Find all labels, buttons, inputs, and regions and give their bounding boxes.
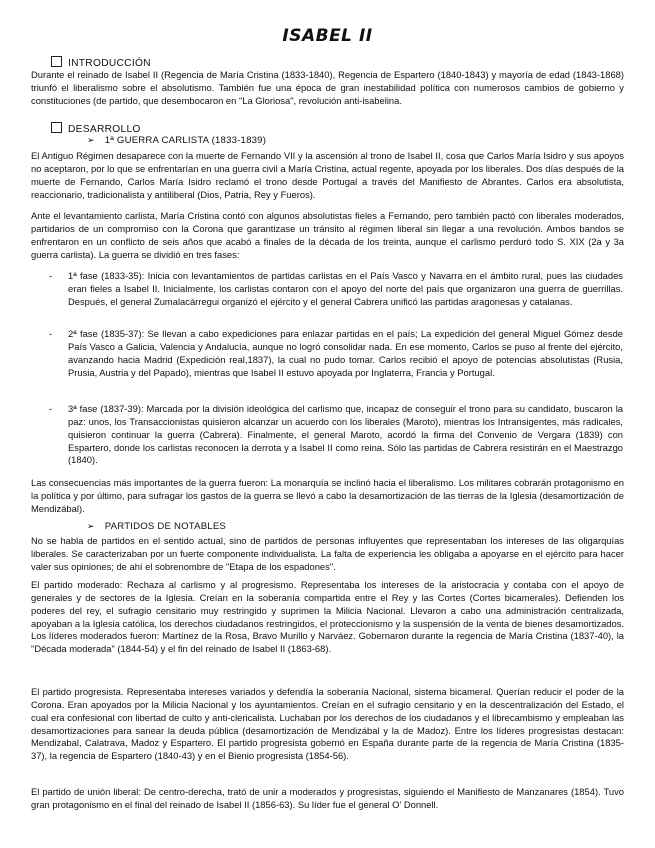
paragraph-partido-moderado: El partido moderado: Rechaza al carlismo y al progresismo. Representaba los intereses de la aristocracia y contaba con el apoyo de generales y de sectores de la Iglesia. Creían en la soberanía compartida entre el Rey y las Cortes (Cortes bicamerales). Defienden los poderes del rey, el sufragio censitario muy restringido y suprimen la Milicia Nacional. Llevaron a cabo una administración centralizada, apoyaban a la Iglesia católica, los derechos ciudadanos restringidos, el proteccionismo y la suspensión de la venta de bienes desamortizados. Los líderes moderados fueron: Martínez de la Rosa, Bravo Murillo y Narváez. Gobernaron durante la regencia de María Cristina (1837-40), la "Década moderada" (1844-54) y el fin del reinado de Isabel II (1863-68). bbox=[31, 579, 624, 655]
checkbox-icon[interactable] bbox=[51, 56, 62, 67]
paragraph-carlista-2: Ante el levantamiento carlista, María Cristina contó con algunos absolutistas fieles a Fernando, pero también pactó con liberales moderados, partidarios de un compromiso con la Corona que garantizase un tránsito al régimen liberal sin llegar a una revolución. Ambos bandos se enfrentaron en un conflicto de seis años que acabó a finales de la década de los treinta, aunque el carlismo perduró todo S. XIX (2a y 3a guerra carlista). La guerra se dividió en tres fases: bbox=[31, 210, 624, 260]
section-heading: INTRODUCCIÓN bbox=[68, 58, 151, 69]
paragraph-partido-progresista: El partido progresista. Representaba intereses variados y defendía la soberanía Nacional, sistema bicameral. Querían reducir el poder de la Corona. Eran apoyados por la Milicia Nacional y los ayuntamientos. Creían en el sufragio censitario y en la descentralización del Estado, el cual era confesional con libertad de culto y anti-clericalista. Luchaban por los derechos de los ciudadanos y el librecambismo y empleaban las desamortizaciones para sanear la deuda pública (desamortización de Mendizábal y la de Madoz). Entre los líderes progresistas destacan: Mendizabal, Calatrava, Madoz y Espartero. El partido progresista gobernó en España durante parte de la regencia de María Cristina (1835-37), la regencia de Espartero (1840-43) y en el Bienio progresista (1854-56). bbox=[31, 686, 624, 762]
subheading-text: 1ª GUERRA CARLISTA (1833-1839) bbox=[104, 135, 267, 146]
list-item-fase-3 bbox=[49, 403, 623, 467]
page-title: ISABEL II bbox=[282, 26, 373, 46]
subheading-text: PARTIDOS DE NOTABLES bbox=[104, 521, 227, 532]
section-desarrollo bbox=[51, 122, 141, 135]
paragraph-notables: No se habla de partidos en el sentido actual, sino de partidos de personas influyentes que representaban los intereses de las oligarquías liberales. Se caracterizaban por un fuerte componente individualista. La falta de experiencia les obligaba a apoyarse en el ejército para hacer valer sus opiniones; de ahí el sobrenombre de "Etapa de los espadones". bbox=[31, 535, 624, 572]
subheading-partidos-notables bbox=[87, 521, 226, 532]
section-heading: DESARROLLO bbox=[68, 124, 141, 135]
list-item-text: 1ª fase (1833-35): Inicia con levantamientos de partidas carlistas en el País Vasco y Navarra en el ámbito rural, pues las ciudades eran fieles a Isabel II. Inicialmente, los carlistas contaron con el apoyo del norte del país que organizaron una guerra de guerrillas. Después, el general Zumalacárregui organizó el ejército y el general Cabrera unificó las partidas aragonesas y catalanas. bbox=[68, 270, 623, 307]
section-introduccion bbox=[51, 56, 151, 69]
paragraph-carlista-1: El Antiguo Régimen desaparece con la muerte de Fernando VII y la ascensión al trono de Isabel II, cosa que Carlos María Isidro y sus apoyos no aceptaron, por lo que se enfrentarían en una guerra civil a María Cristina, actual regente, apoyada por los liberales. Dos días después de la muerte de Fernando, Carlos María Isidro reclamó el trono desde Portugal a través del Manifiesto de Abrantes. Carlos era absolutista, reaccionario, tradicionalista y antiliberal (Dios, Patria, Rey y Fueros). bbox=[31, 150, 624, 200]
arrow-bullet-icon: ➢ bbox=[87, 135, 95, 145]
paragraph-union-liberal: El partido de unión liberal: De centro-derecha, trató de unir a moderados y progresistas, siguiendo el Manifiesto de Manzanares (1854). Tuvo gran protagonismo en el final del reinado de Isabel II (1856-63). Su líder fue el general O' Donnell. bbox=[31, 786, 624, 810]
list-item-text: 2ª fase (1835-37): Se llevan a cabo expediciones para enlazar partidas en el país; La expedición del general Miguel Gómez desde País Vasco a Galicia, Valencia y Andalucía, aunque no logró consolidar nada. En ese momento, Carlos se puso al frente del ejército, avanzando hacia Madrid (Expedición real,1837), la cual no pudo tomar. Carlos recibió el apoyo de potencias absolutistas (Rusia, Prusia, Austria y del Papado), mientras que Isabel II estuvo apoyada por Inglaterra, Francia y Portugal. bbox=[68, 328, 623, 378]
list-item-text: 3ª fase (1837-39): Marcada por la división ideológica del carlismo que, incapaz de conseguir el trono para su candidato, buscaron la paz: unos, los Transaccionistas quisieron alcanzar un acuerdo con los liberales (Maroto), mientras los Intransigentes, más radicales, quisieron continuar la guerra (Cabrera). Finalmente, el general Maroto, acordó la firma del Convenio de Vergara (1839) con Espartero, donde los carlistas reconocen la derrota y a Isabel II como reina. Sólo las partidas de Cabrera resistirán en el Maestrazgo (1840). bbox=[68, 403, 623, 466]
subheading-guerra-carlista bbox=[87, 135, 266, 146]
checkbox-icon[interactable] bbox=[51, 122, 62, 133]
list-item-fase-2 bbox=[49, 328, 623, 379]
list-bullet: - bbox=[49, 403, 53, 414]
list-bullet: - bbox=[49, 328, 53, 339]
list-bullet: - bbox=[49, 270, 53, 281]
paragraph-intro: Durante el reinado de Isabel II (Regencia de María Cristina (1833-1840), Regencia de Espartero (1840-1843) y mayoría de edad (1843-1868) triunfó el liberalismo sobre el absolutismo. También fue una época de gran inestabilidad política con numerosos cambios de gobierno y constituciones (de partido, que desembocaron en "La Gloriosa", revolución anti-isabelina. bbox=[31, 69, 624, 106]
arrow-bullet-icon: ➢ bbox=[87, 521, 95, 531]
paragraph-consecuencias: Las consecuencias más importantes de la guerra fueron: La monarquía se inclinó hacia el liberalismo. Los militares cobrarán protagonismo en la política y por último, para sufragar los gastos de la guerra se llevó a cabo la desamortización de las tierras de la Iglesia (desamortización de Mendizábal). bbox=[31, 477, 624, 514]
list-item-fase-1 bbox=[49, 270, 623, 309]
